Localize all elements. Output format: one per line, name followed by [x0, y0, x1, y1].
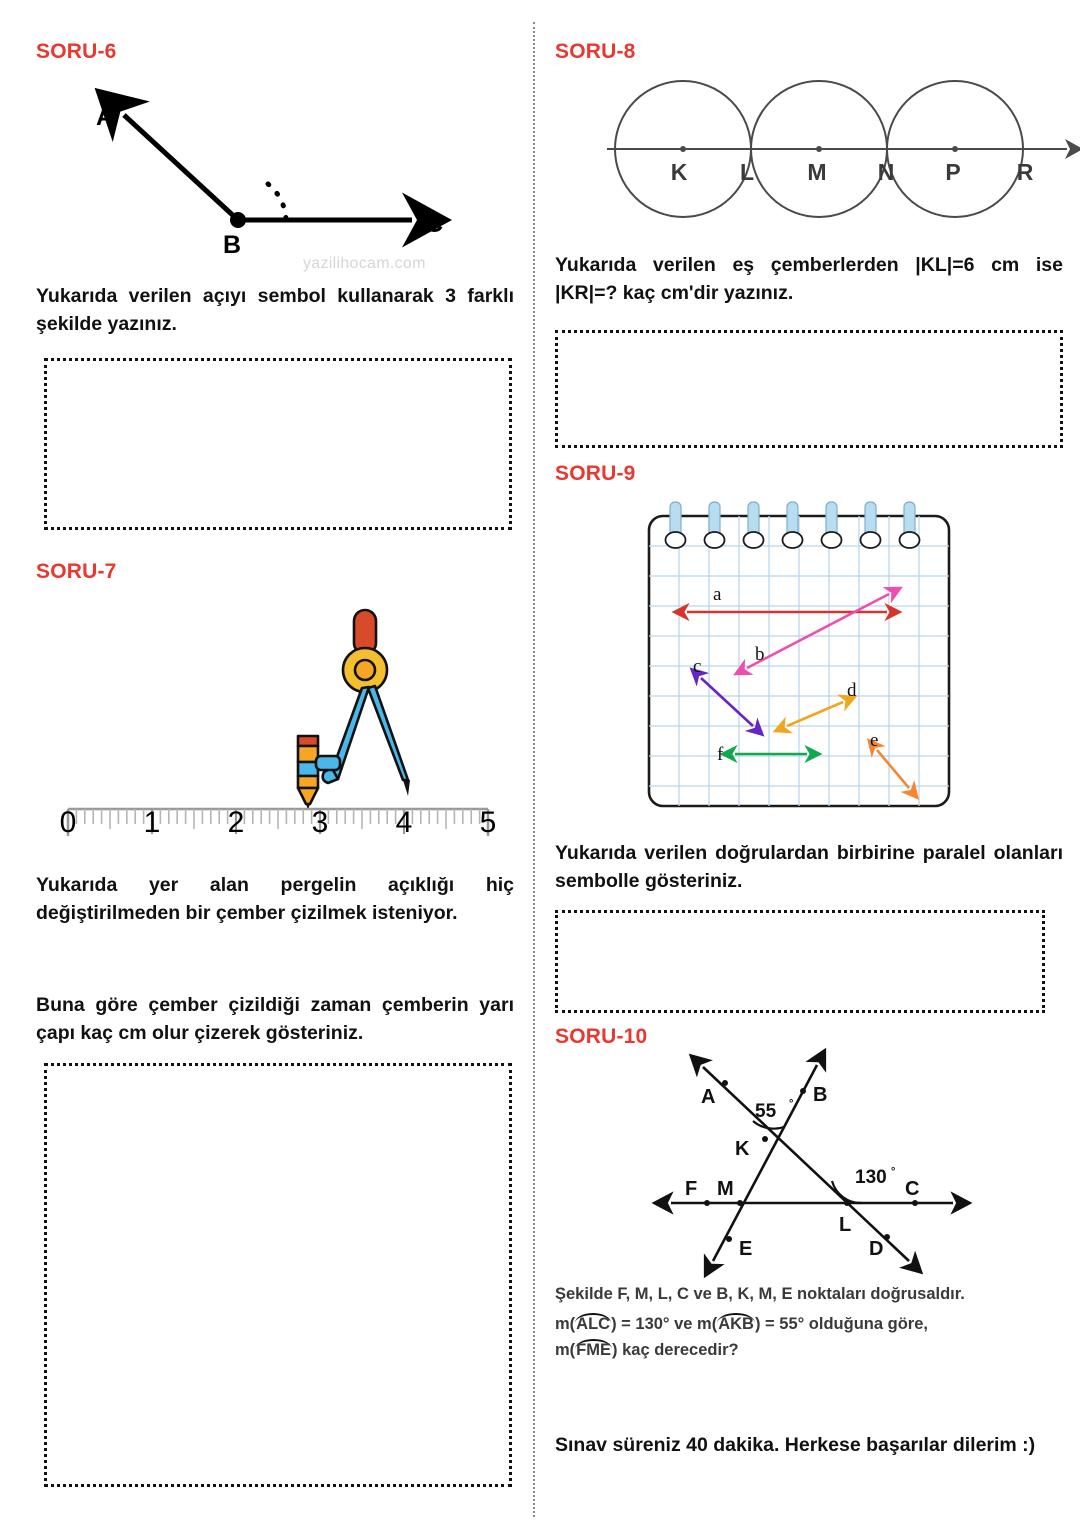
q10-frag-1: m(	[555, 1315, 576, 1333]
point-label-M: M	[717, 1178, 734, 1200]
exam-footer-note: Sınav süreniz 40 dakika. Herkese başarılar dilerim :)	[555, 1434, 1036, 1456]
q10-angle-AKB: AKB	[718, 1315, 754, 1333]
soru-10-angles-figure	[657, 1055, 967, 1270]
soru-10-question-text	[555, 1312, 1063, 1363]
soru-7-question-text-2: Buna göre çember çizildiği zaman çemberin yarı çapı kaç cm olur çizerek gösteriniz.	[36, 994, 514, 1044]
left-column	[0, 0, 533, 1527]
soru-9-answer-box[interactable]	[555, 910, 1045, 1013]
notebook-label-f: f	[717, 744, 724, 765]
soru-10-collinear-note: Şekilde F, M, L, C ve B, K, M, E noktaları doğrusaldır.	[555, 1285, 965, 1303]
q10-frag-4: m(	[555, 1340, 576, 1359]
line-BKME	[713, 1065, 817, 1261]
notebook-label-e: e	[870, 730, 879, 751]
soru-9-heading: SORU-9	[555, 462, 636, 485]
soru-6-question-text: Yukarıda verilen açıyı sembol kullanarak 3 farklı şekilde yazınız.	[36, 285, 514, 335]
angle-arc-K	[753, 1121, 784, 1129]
circle-point-M: M	[807, 159, 827, 185]
ruler-tick-3: 3	[311, 806, 329, 839]
soru-10-heading: SORU-10	[555, 1025, 648, 1048]
ruler-tick-5: 5	[479, 806, 497, 839]
soru-7-ruler-labels	[36, 800, 516, 842]
point-label-C: C	[905, 1178, 920, 1200]
circle-point-P: P	[945, 159, 961, 185]
q10-angle-FME: FME	[576, 1340, 612, 1359]
svg-text:C: C	[425, 210, 444, 238]
circle-point-K: K	[670, 159, 688, 185]
angle-value-K: 55	[755, 1101, 777, 1122]
site-watermark: yazilihocam.com	[303, 255, 426, 272]
point-label-E: E	[739, 1238, 753, 1260]
angle-degree-K: °	[789, 1098, 794, 1110]
soru-6-answer-box[interactable]	[44, 358, 512, 530]
point-label-B: B	[813, 1084, 828, 1106]
line-AKLD	[703, 1067, 909, 1261]
point-label-L: L	[839, 1214, 852, 1236]
svg-text:B: B	[223, 231, 242, 259]
column-divider	[533, 22, 535, 1517]
point-label-F: F	[685, 1178, 698, 1200]
notebook-label-c: c	[693, 656, 702, 677]
q10-frag-3: ) = 55° olduğuna göre,	[754, 1315, 928, 1333]
q10-frag-5: ) kaç derecedir?	[612, 1340, 739, 1359]
circle-point-R: R	[1016, 159, 1034, 185]
notebook-label-b: b	[755, 644, 765, 665]
angle-value-L: 130	[855, 1167, 887, 1188]
soru-8-answer-box[interactable]	[555, 330, 1063, 448]
svg-text:A: A	[96, 103, 115, 131]
soru-7-question-text-1: Yukarıda yer alan pergelin açıklığı hiç değiştirilmeden bir çember çizilmek isteniyor.	[36, 874, 514, 924]
point-label-A: A	[701, 1086, 716, 1108]
ruler-tick-2: 2	[227, 806, 245, 839]
q10-angle-ALC: ALC	[576, 1315, 611, 1333]
q10-frag-2: ) = 130° ve m(	[611, 1315, 718, 1333]
notebook-label-a: a	[713, 584, 722, 605]
angle-degree-L: °	[891, 1166, 896, 1178]
soru-7-heading: SORU-7	[36, 560, 117, 583]
soru-9-question-text: Yukarıda verilen doğrulardan birbirine paralel olanları sembolle gösteriniz.	[555, 842, 1063, 892]
soru-6-angle-figure	[40, 85, 510, 260]
ruler-tick-4: 4	[395, 806, 413, 839]
ruler-tick-0: 0	[59, 806, 77, 839]
point-label-K: K	[735, 1138, 750, 1160]
right-column	[547, 0, 1080, 1527]
ruler-tick-1: 1	[143, 806, 161, 839]
soru-7-answer-box[interactable]	[44, 1063, 512, 1487]
soru-8-circles-figure	[555, 76, 1075, 246]
notebook-label-d: d	[847, 680, 857, 701]
point-label-D: D	[869, 1238, 884, 1260]
circle-point-L: L	[739, 159, 755, 185]
soru-9-notebook-figure	[639, 500, 959, 820]
soru-8-heading: SORU-8	[555, 40, 636, 63]
circle-point-N: N	[877, 159, 895, 185]
soru-6-heading: SORU-6	[36, 40, 117, 63]
soru-8-question-text: Yukarıda verilen eş çemberlerden |KL|=6 cm ise |KR|=? kaç cm'dir yazınız.	[555, 254, 1063, 304]
